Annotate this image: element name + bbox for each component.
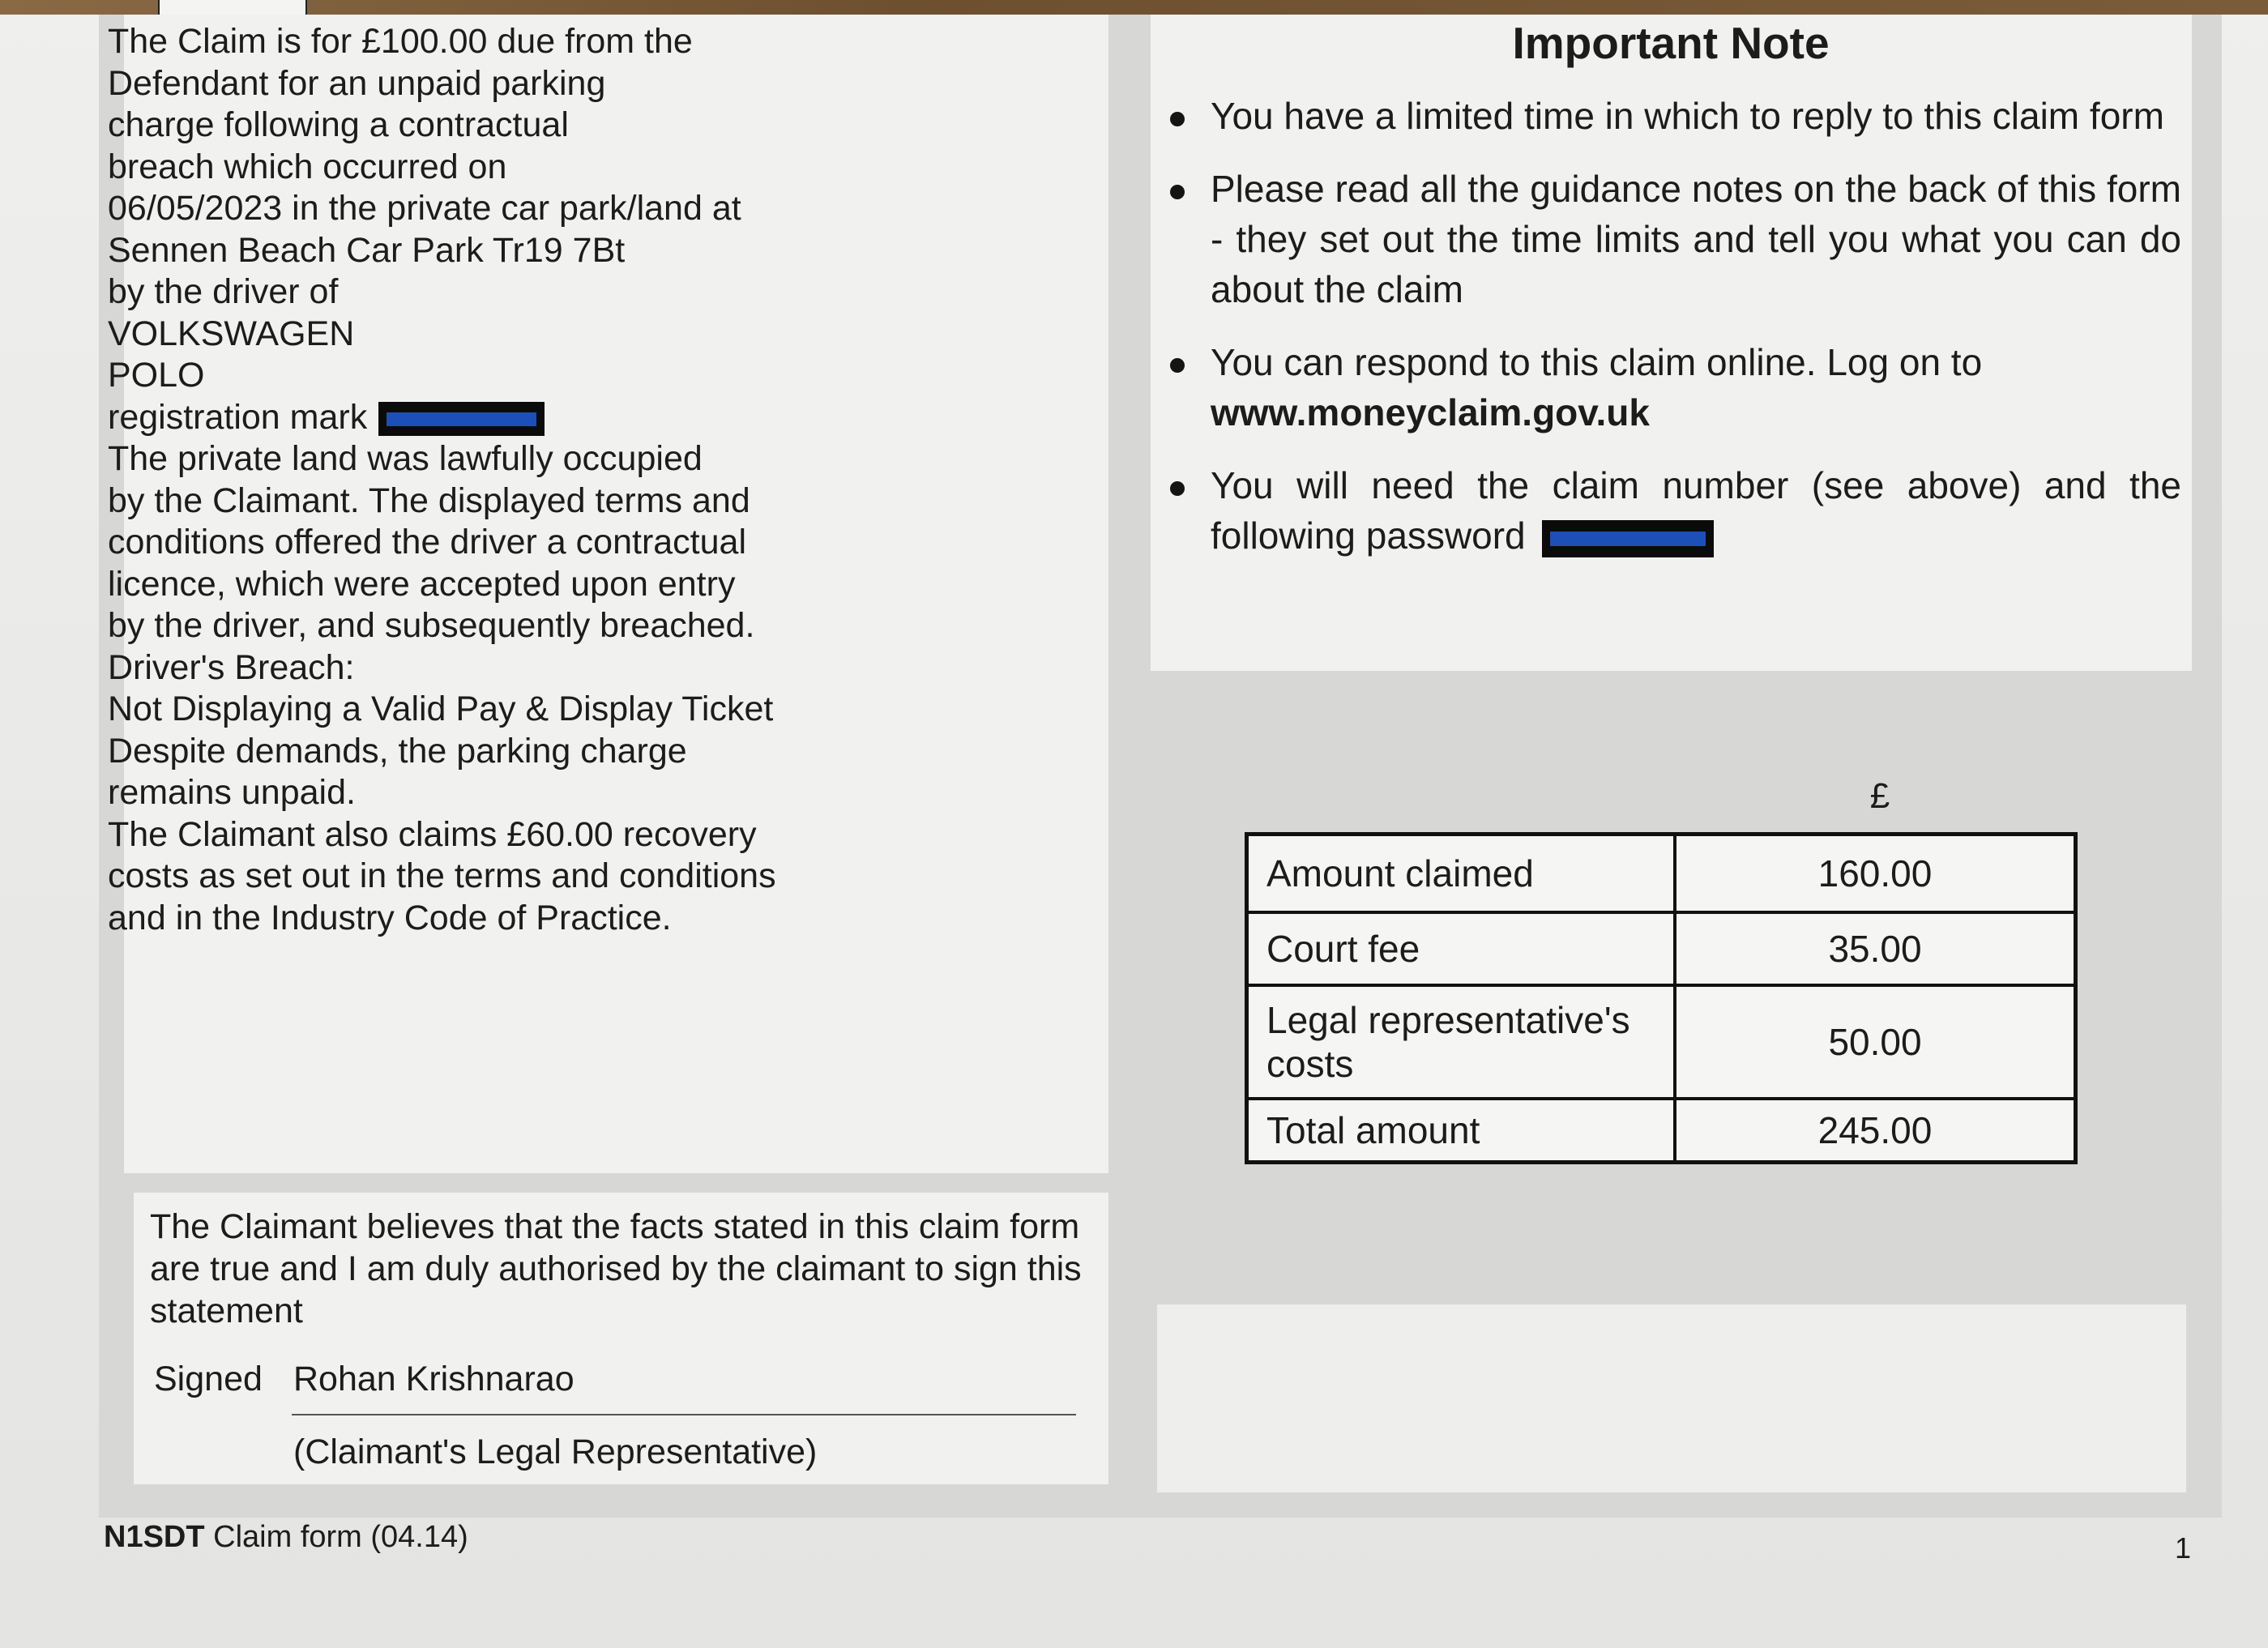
registration-line — [108, 397, 1080, 439]
claim-line: Defendant for an unpaid parking — [108, 63, 606, 103]
note-text: You have a limited time in which to reply to this claim form — [1211, 95, 2164, 137]
signature-line — [292, 1414, 1076, 1415]
amount-label: Legal representative's costs — [1247, 985, 1676, 1099]
amount-label: Total amount — [1247, 1099, 1676, 1163]
table-row — [1247, 835, 2076, 913]
claim-line: 06/05/2023 in the private car park/land at — [108, 189, 741, 228]
form-reference — [104, 1520, 468, 1555]
claim-line: and in the Industry Code of Practice. — [108, 898, 672, 937]
password-redaction — [1542, 520, 1714, 557]
amount-label: Court fee — [1247, 912, 1676, 985]
claim-line: costs as set out in the terms and conditions — [108, 856, 776, 895]
note-item — [1160, 337, 2181, 438]
claim-line: The Claimant also claims £60.00 recovery — [108, 814, 757, 854]
bullet-icon — [1170, 185, 1185, 199]
claim-line: licence, which were accepted upon entry — [108, 564, 736, 604]
table-row — [1247, 1099, 2076, 1163]
claim-line: Driver's Breach: — [108, 647, 355, 687]
note-text: Please read all the guidance notes on the back of this form - they set out the time limits and tell you what you can do about the claim — [1211, 168, 2181, 310]
claim-line: by the driver, and subsequently breached. — [108, 606, 755, 645]
claim-line: breach which occurred on — [108, 147, 507, 186]
bullet-icon — [1170, 481, 1185, 496]
registration-label: registration mark — [108, 397, 368, 437]
claim-line: by the Claimant. The displayed terms and — [108, 480, 750, 520]
claim-line: Despite demands, the parking charge — [108, 731, 687, 771]
amount-value: 35.00 — [1675, 912, 2076, 985]
registration-redaction — [378, 402, 545, 436]
particulars-of-claim — [108, 21, 1080, 939]
vehicle-model: POLO — [108, 356, 205, 395]
amount-value: 245.00 — [1675, 1099, 2076, 1163]
amounts-table — [1245, 832, 2078, 1164]
background-edge — [0, 0, 2268, 15]
note-item — [1160, 91, 2181, 141]
claim-line: The Claim is for £100.00 due from the — [108, 22, 693, 61]
signatory-role: (Claimant's Legal Representative) — [293, 1432, 818, 1471]
claim-line: charge following a contractual — [108, 105, 569, 144]
note-text: You can respond to this claim online. Log on to — [1211, 341, 1983, 383]
amount-value: 160.00 — [1675, 835, 2076, 913]
claim-line: Sennen Beach Car Park Tr19 7Bt — [108, 230, 626, 270]
statement-of-truth: The Claimant believes that the facts stated in this claim form are true and I am duly authorised by the claimant to sign this statement — [150, 1207, 1082, 1330]
form-code: N1SDT — [104, 1520, 205, 1554]
page-number: 1 — [2175, 1531, 2192, 1565]
claim-line: The private land was lawfully occupied — [108, 439, 703, 478]
claim-line: by the driver of — [108, 272, 339, 311]
table-row — [1247, 912, 2076, 985]
claim-line: conditions offered the driver a contractual — [108, 523, 747, 561]
note-item — [1160, 460, 2181, 561]
bullet-icon — [1170, 358, 1185, 373]
signed-label: Signed — [154, 1360, 263, 1398]
amount-label: Amount claimed — [1247, 835, 1676, 913]
moneyclaim-link[interactable]: www.moneyclaim.gov.uk — [1211, 391, 1650, 433]
signatory-name: Rohan Krishnarao — [293, 1360, 574, 1398]
vehicle-make: VOLKSWAGEN — [108, 314, 355, 353]
important-note-title: Important Note — [1512, 18, 1830, 68]
blank-panel — [1157, 1304, 2186, 1492]
claim-line: remains unpaid. — [108, 773, 356, 812]
claim-line: Not Displaying a Valid Pay & Display Ticket — [108, 690, 774, 728]
amount-value: 50.00 — [1675, 985, 2076, 1099]
bullet-icon — [1170, 112, 1185, 126]
table-row — [1247, 985, 2076, 1099]
important-note-list — [1160, 91, 2181, 583]
currency-symbol: £ — [1869, 776, 1890, 816]
note-text: You will need the claim number (see above) and the following password — [1211, 464, 2181, 557]
note-item — [1160, 164, 2181, 314]
form-name: Claim form (04.14) — [213, 1520, 468, 1554]
